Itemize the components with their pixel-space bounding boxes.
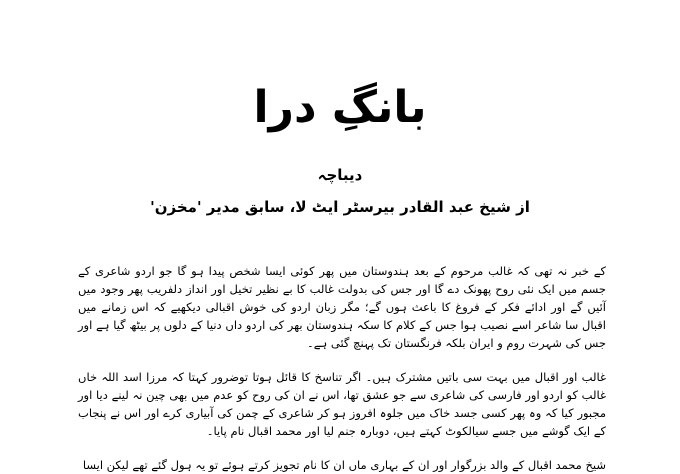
paragraph-2: غالب اور اقبال میں بہت سی باتیں مشترک ہیں۔ اگر تناسخ کا قائل ہوتا توضرور کہتا کہ مرزا اسد اللہ خاں غالب کو اردو اور فارسی کی شاعری سے جو عشق تھا، اس نے ان کی روح کو عدم میں بھی چین نہ لینے دیا اور مجبور کیا کہ وہ پھر کسی جسد خاک میں جلوہ افروز ہو کر شاعری کے چمن کی آبیاری کرے اور اس نے پنجاب کے ایک گوشے میں جسے سیالکوٹ کہتے ہیں، دوبارہ جنم لیا اور محمد اقبال نام پایا۔ [78, 370, 606, 438]
document-subtitle: دیباچہ [317, 166, 363, 184]
author-byline: از شیخ عبد القادر بیرسٹر ایٹ لا، سابق مدیر 'مخزن' [150, 198, 530, 216]
paragraph-3: شیخ محمد اقبال کے والد بزرگوار اور ان کے بہاری ماں ان کا نام تجویز کرتے ہوئے تو یہ ہول گئے تھے لیکن ایسا [82, 458, 606, 472]
paragraph-1: کے خبر نہ تھی کہ غالب مرحوم کے بعد ہندوستان میں پھر کوئی ایسا شخص پیدا ہو گا جو اردو شاعری کے جسم میں ایک نئی روح پھونک دے گا اور جس کی بدولت غالب کا بے نظیر تخیل اور انداز دلفریب پھر وجود میں آئیں گے اور ادائے فکر کے فروغ کا باعث ہوں گے؛ مگر زبان اردو کی خوش اقبالی دیکھیے کہ اس زمانے میں اقبال سا شاعر اسے نصیب ہوا جس کے کلام کا سکہ ہندوستان بھر کی اردو داں دنیا کے دلوں پر بیٹھ گیا ہے اور جس کی شہرت روم و ایران بلکہ فرنگستان تک پہنچ گئی ہے۔ [78, 264, 606, 350]
body-text [78, 262, 606, 474]
document-title: بانگِ درا [253, 82, 427, 133]
